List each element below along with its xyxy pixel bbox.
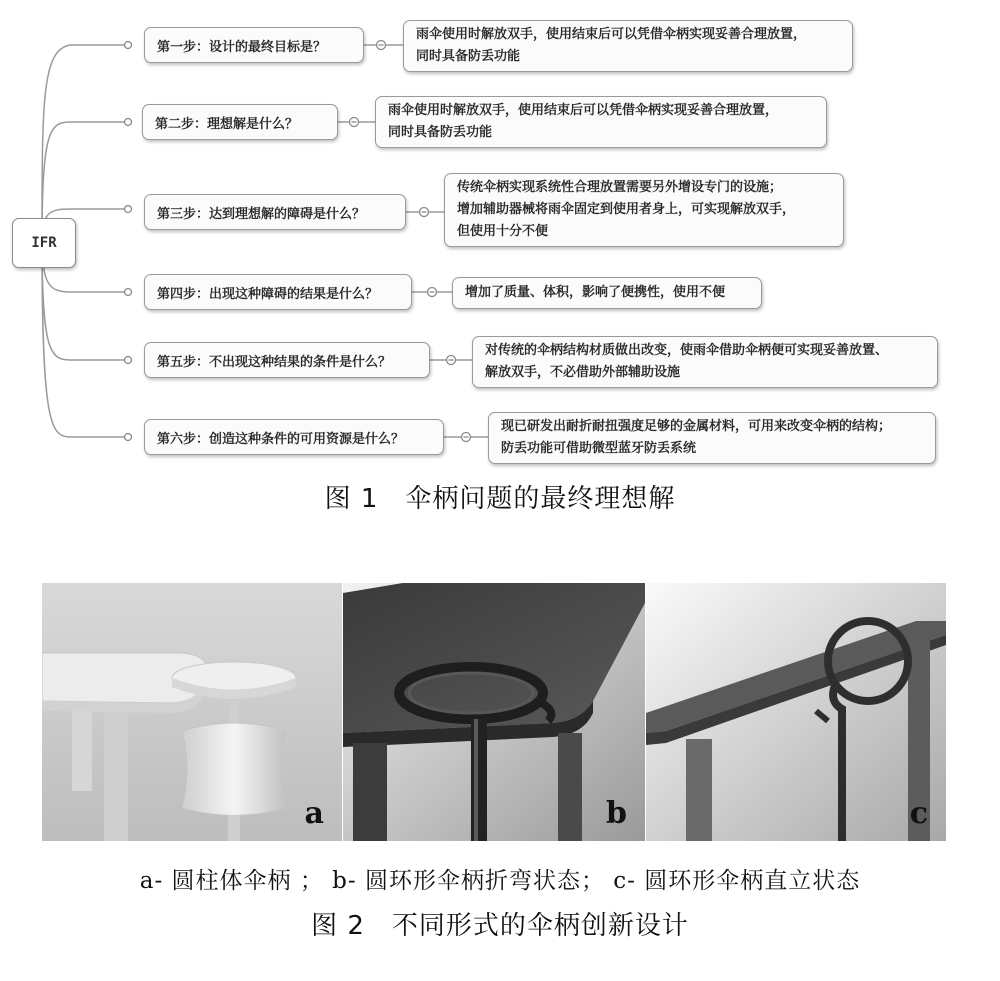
cylinder-handle-illustration (42, 583, 342, 841)
step-1-node (144, 27, 364, 63)
step-5-answer (472, 336, 938, 388)
step-4-answer-line-1: 增加了质量、体积，影响了便携性，使用不便 (465, 285, 726, 300)
step-5-node (144, 342, 430, 378)
panel-b-label: b (606, 796, 627, 831)
step-6-answer-line-2: 防丢功能可借助微型蓝牙防丢系统 (501, 441, 697, 456)
step-1-question: 第一步：设计的最终目标是？ (157, 39, 327, 55)
step-2-answer (375, 96, 827, 148)
step-3-answer-line-1: 传统伞柄实现系统性合理放置需要另外增设专门的设施； (457, 180, 783, 195)
step-5-answer-line-1: 对传统的伞柄结构材质做出改变，使雨伞借助伞柄便可实现妥善放置、 (485, 343, 889, 358)
step-2-answer-line-2: 同时具备防丢功能 (388, 125, 493, 140)
figure-2 (42, 583, 946, 841)
step-6-question: 第六步：创造这种条件的可用资源是什么？ (157, 431, 405, 447)
figure-1 (0, 0, 1000, 470)
step-3-question: 第三步：达到理想解的障碍是什么？ (157, 206, 366, 222)
panel-b-image (343, 583, 645, 841)
step-3-answer (444, 173, 844, 247)
step-4-node (144, 274, 412, 310)
root-node-ifr: IFR (12, 218, 76, 268)
step-6-answer (488, 412, 936, 464)
figure-2-subcaption: a- 圆柱体伞柄 ； b- 圆环形伞柄折弯状态； c- 圆环形伞柄直立状态 (139, 868, 861, 894)
step-6-node (144, 419, 444, 455)
step-5-answer-line-2: 解放双手，不必借助外部辅助设施 (485, 365, 681, 380)
ring-handle-upright-illustration (646, 583, 946, 841)
step-3-answer-line-3: 但使用十分不便 (457, 224, 549, 239)
step-5-question: 第五步：不出现这种结果的条件是什么？ (157, 354, 392, 370)
step-2-answer-line-1: 雨伞使用时解放双手，使用结束后可以凭借伞柄实现妥善合理放置， (388, 103, 779, 118)
step-2-node (142, 104, 338, 140)
step-1-answer-line-1: 雨伞使用时解放双手，使用结束后可以凭借伞柄实现妥善合理放置， (416, 27, 807, 42)
ring-handle-bent-illustration (343, 583, 645, 841)
step-3-answer-line-2: 增加辅助器械将雨伞固定到使用者身上，可实现解放双手， (457, 202, 796, 217)
step-1-answer (403, 20, 853, 72)
panel-c-image (646, 583, 946, 841)
step-4-answer (452, 277, 762, 309)
panel-a-label: a (304, 796, 324, 831)
step-6-answer-line-1: 现已研发出耐折耐扭强度足够的金属材料，可用来改变伞柄的结构； (501, 419, 892, 434)
figure-1-caption: 图 1 伞柄问题的最终理想解 (324, 484, 676, 514)
step-4-question: 第四步：出现这种障碍的结果是什么？ (157, 286, 379, 302)
panel-c-label: c (909, 796, 928, 831)
panel-a-image (42, 583, 342, 841)
figure-2-caption: 图 2 不同形式的伞柄创新设计 (311, 911, 689, 941)
step-2-question: 第二步：理想解是什么？ (155, 116, 299, 132)
step-3-node (144, 194, 406, 230)
step-1-answer-line-2: 同时具备防丢功能 (416, 49, 521, 64)
